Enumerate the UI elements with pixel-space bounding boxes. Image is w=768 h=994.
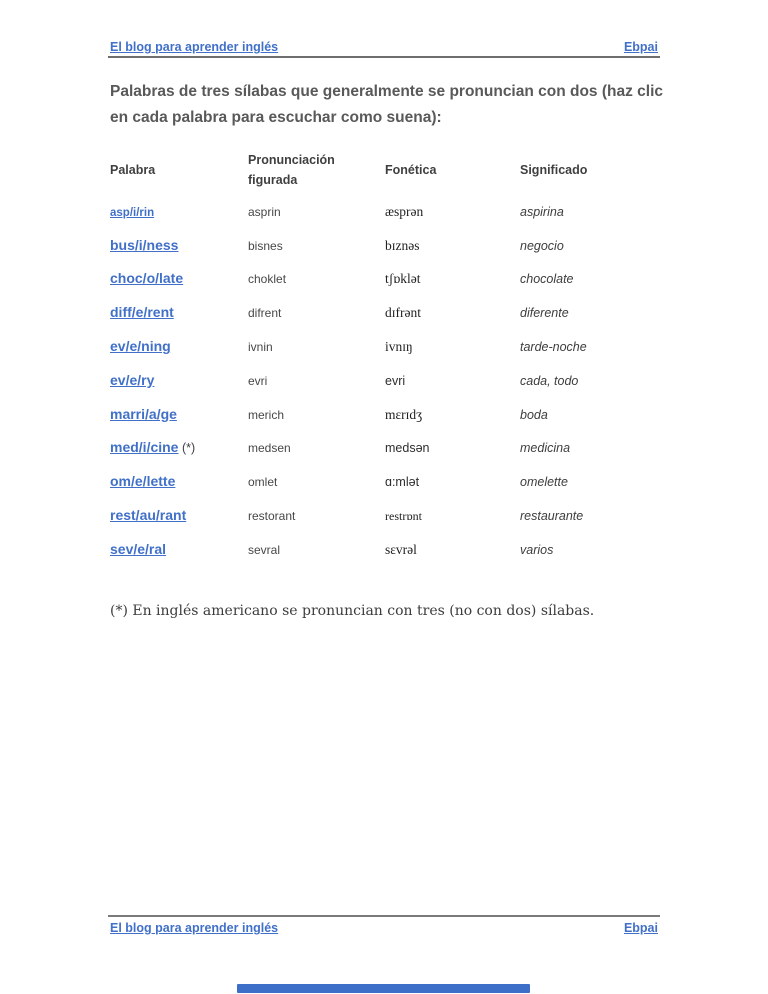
- significado-cell: tarde-noche: [520, 340, 587, 355]
- table-row: [110, 364, 662, 398]
- figurada-cell: ivnin: [248, 340, 273, 355]
- significado-cell: aspirina: [520, 204, 564, 219]
- figurada-cell: asprin: [248, 204, 281, 219]
- word-link-evening[interactable]: ev/e/ning: [110, 338, 171, 355]
- footnote: (*) En inglés americano se pronuncian con tres (no con dos) sílabas.: [110, 603, 595, 619]
- header-ebpai-link[interactable]: Ebpai: [623, 40, 658, 54]
- word-link-omelette[interactable]: om/e/lette: [110, 473, 176, 490]
- word-link-every[interactable]: ev/e/ry: [110, 371, 155, 388]
- footer-blog-link[interactable]: El blog para aprender inglés: [110, 921, 279, 935]
- figurada-cell: evri: [248, 373, 268, 388]
- header-blog-link[interactable]: El blog para aprender inglés: [110, 40, 279, 54]
- fonetica-cell: bɪznəs: [385, 237, 420, 253]
- significado-cell: negocio: [520, 238, 564, 253]
- figurada-cell: sevral: [248, 542, 281, 557]
- page-header: [110, 40, 658, 54]
- table-row: [110, 263, 662, 297]
- word-link-chocolate[interactable]: choc/o/late: [110, 270, 184, 287]
- significado-cell: chocolate: [520, 272, 574, 287]
- table-row: [110, 533, 662, 567]
- figurada-cell: choklet: [248, 272, 287, 287]
- column-header-significado: Significado: [520, 162, 588, 177]
- table-row: [110, 229, 662, 263]
- page-progress-bar: [237, 984, 530, 993]
- footer-divider: [108, 915, 660, 917]
- figurada-cell: merich: [248, 407, 285, 422]
- table-header-row: [110, 146, 662, 195]
- fonetica-cell: medsən: [385, 441, 430, 456]
- fonetica-cell: sɛvrəl: [385, 541, 417, 557]
- column-header-palabra: Palabra: [110, 162, 156, 177]
- table-row: [110, 296, 662, 330]
- word-link-different[interactable]: diff/e/rent: [110, 304, 174, 321]
- word-link-business[interactable]: bus/i/ness: [110, 236, 179, 253]
- fonetica-cell: ɑ:mlət: [385, 475, 420, 490]
- header-divider: [108, 56, 660, 58]
- figurada-cell: omlet: [248, 475, 278, 490]
- column-header-figurada: Pronunciación figurada: [248, 153, 335, 187]
- page-title: Palabras de tres sílabas que generalmente se pronuncian con dos (haz clic en cada palabra para escuchar como suena):: [110, 83, 664, 126]
- significado-cell: varios: [520, 542, 554, 557]
- figurada-cell: difrent: [248, 306, 282, 321]
- fonetica-cell: evri: [385, 373, 406, 388]
- fonetica-cell: tʃɒklət: [385, 271, 421, 287]
- significado-cell: omelette: [520, 475, 568, 490]
- table-row: [110, 432, 662, 466]
- pronunciation-table: [110, 146, 662, 567]
- significado-cell: cada, todo: [520, 373, 579, 388]
- word-link-several[interactable]: sev/e/ral: [110, 540, 167, 557]
- fonetica-cell: ivnɪŋ: [385, 339, 413, 355]
- word-link-medicine[interactable]: med/i/cine: [110, 439, 179, 456]
- significado-cell: diferente: [520, 306, 569, 321]
- page-footer: [110, 921, 658, 935]
- table-row: [110, 398, 662, 432]
- table-row: [110, 499, 662, 533]
- significado-cell: medicina: [520, 441, 571, 456]
- figurada-cell: bisnes: [248, 238, 283, 253]
- fonetica-cell: mɛrɪdʒ: [385, 406, 423, 422]
- figurada-cell: restorant: [248, 509, 296, 524]
- significado-cell: boda: [520, 407, 548, 422]
- significado-cell: restaurante: [520, 509, 584, 524]
- word-link-restaurant[interactable]: rest/au/rant: [110, 507, 187, 524]
- fonetica-cell: æsprən: [385, 203, 424, 219]
- fonetica-cell: dɪfrənt: [385, 305, 421, 321]
- word-link-marriage[interactable]: marri/a/ge: [110, 405, 177, 422]
- table-row: [110, 195, 662, 229]
- column-header-fonetica: Fonética: [385, 162, 437, 177]
- figurada-cell: medsen: [248, 441, 291, 456]
- footer-ebpai-link[interactable]: Ebpai: [623, 921, 658, 935]
- word-link-aspirin[interactable]: asp/i/rin: [110, 206, 155, 219]
- table-row: [110, 330, 662, 364]
- table-row: [110, 465, 662, 499]
- fonetica-cell: restrɒnt: [385, 508, 422, 523]
- word-suffix: (*): [178, 441, 196, 456]
